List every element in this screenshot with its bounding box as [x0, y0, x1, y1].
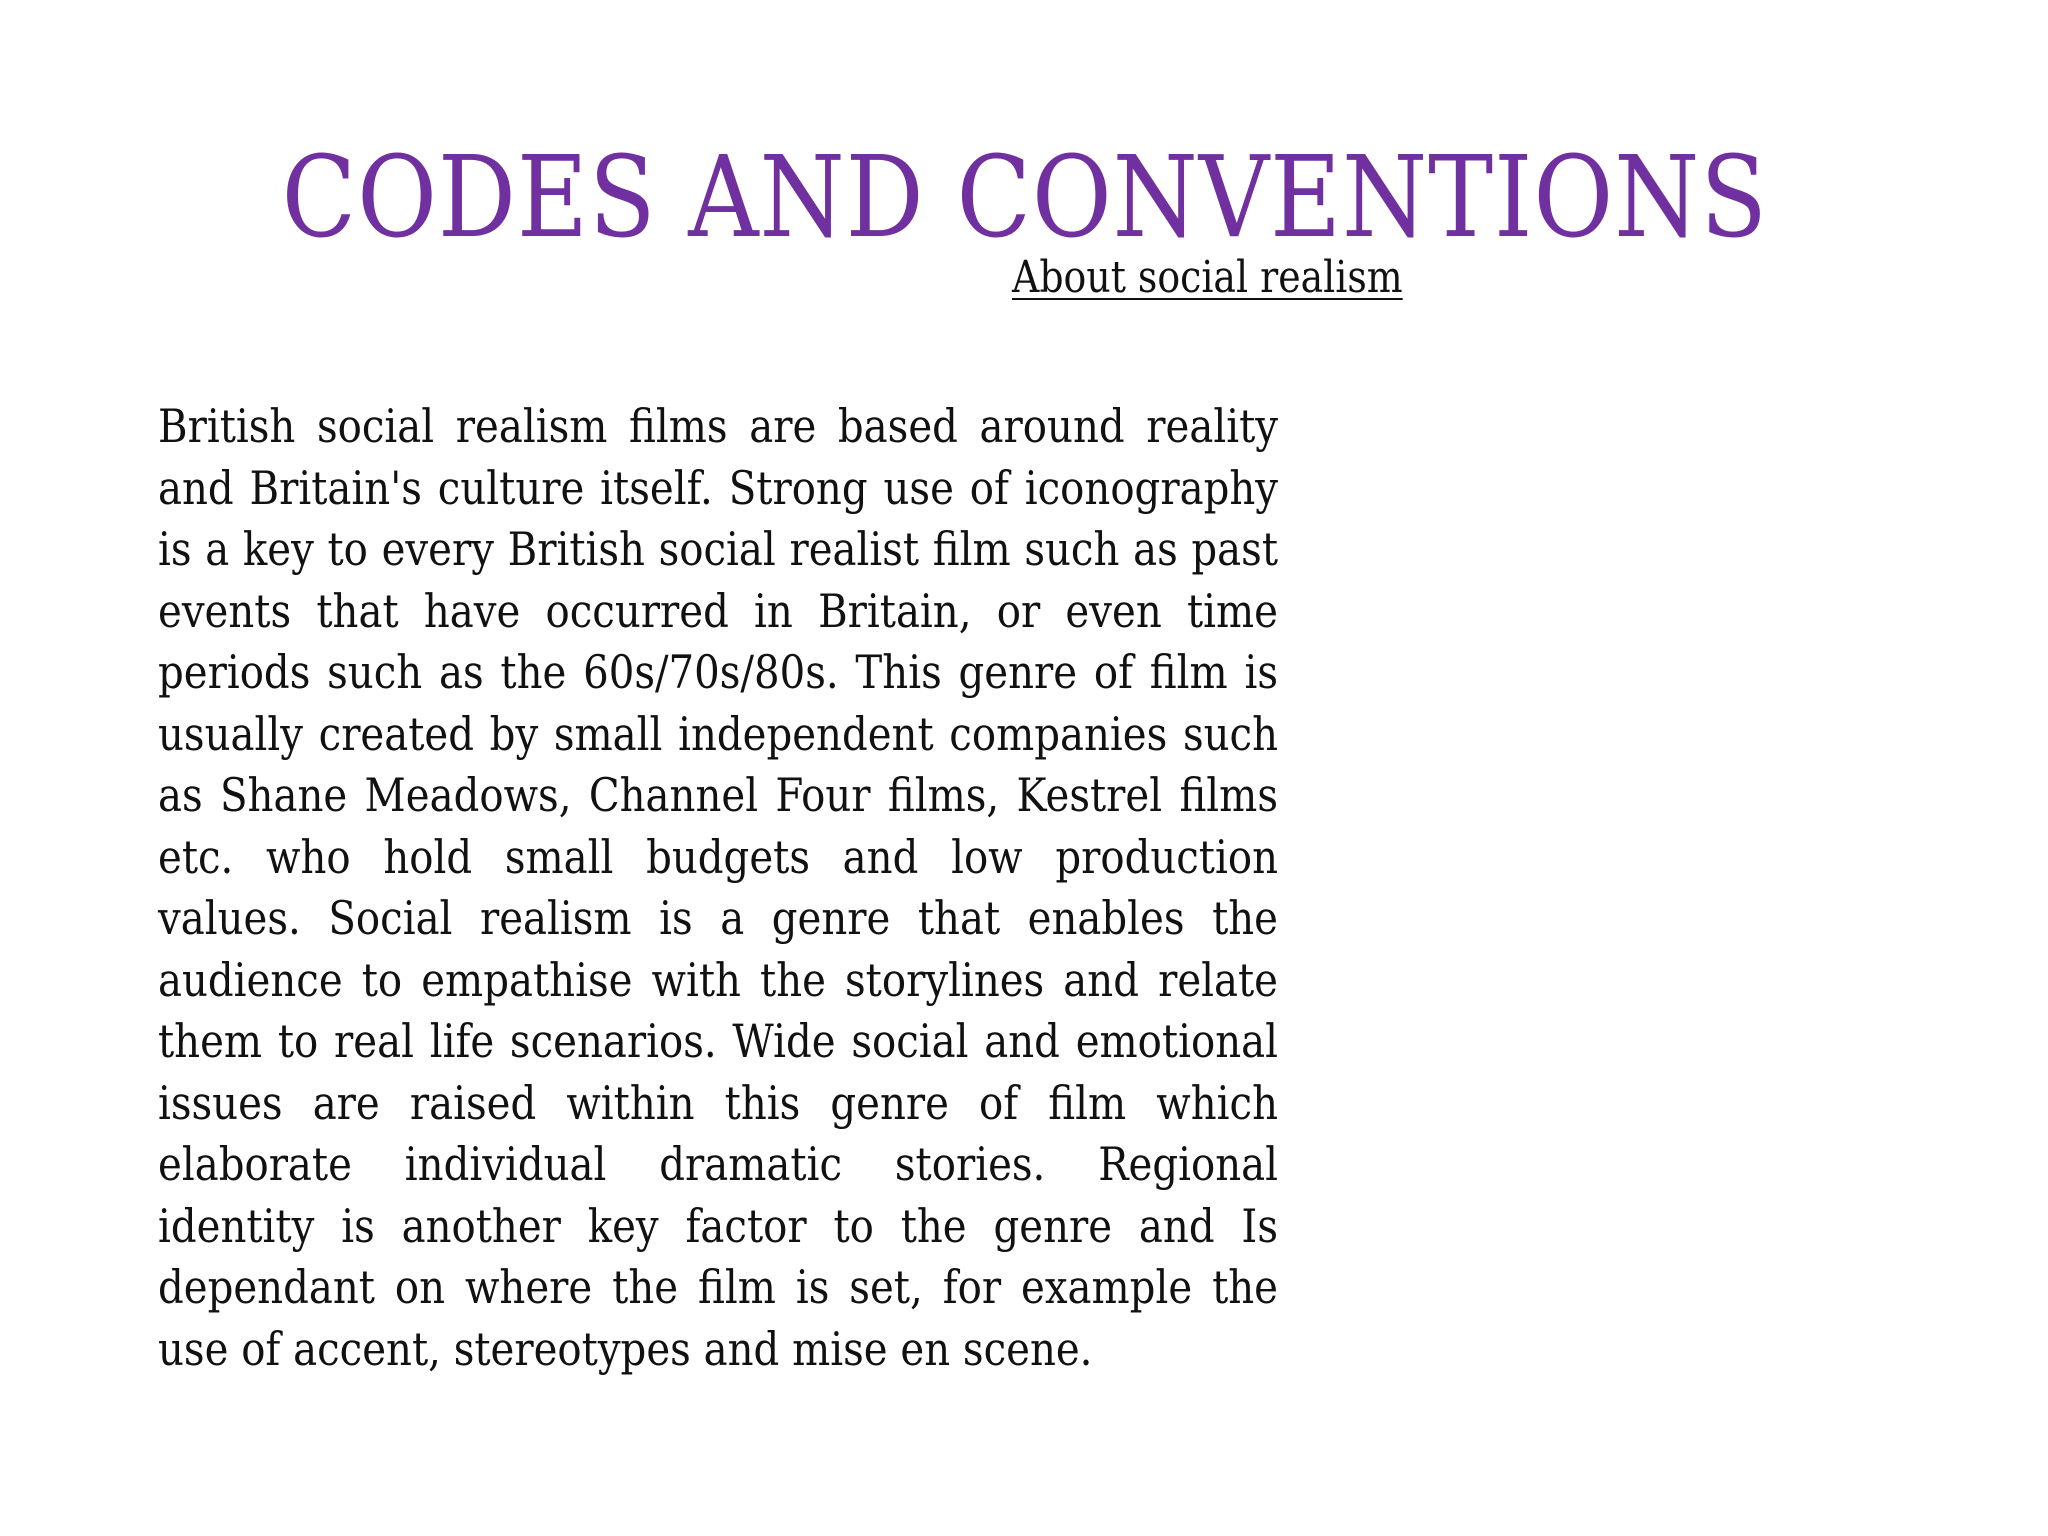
slide-title: CODES AND CONVENTIONS — [281, 133, 1768, 263]
slide-subtitle: About social realism — [1012, 252, 1403, 303]
body-paragraph: British social realism films are based around reality and Britain's culture itself. Strong use of iconography is a key to every British social realist film such as past events that have occurred in Britain, or even time periods such as the 60s/70s/80s. This genre of film is usually created by small independent companies such as Shane Meadows, Channel Four films, Kestrel films etc. who hold small budgets and low production values. Social realism is a genre that enables the audience to empathise with the storylines and relate them to real life scenarios. Wide social and emotional issues are raised within this genre of film which elaborate individual dramatic stories. Regional identity is another key factor to the genre and Is dependant on where the film is set, for example the use of accent, stereotypes and mise en scene. — [158, 399, 1278, 1376]
